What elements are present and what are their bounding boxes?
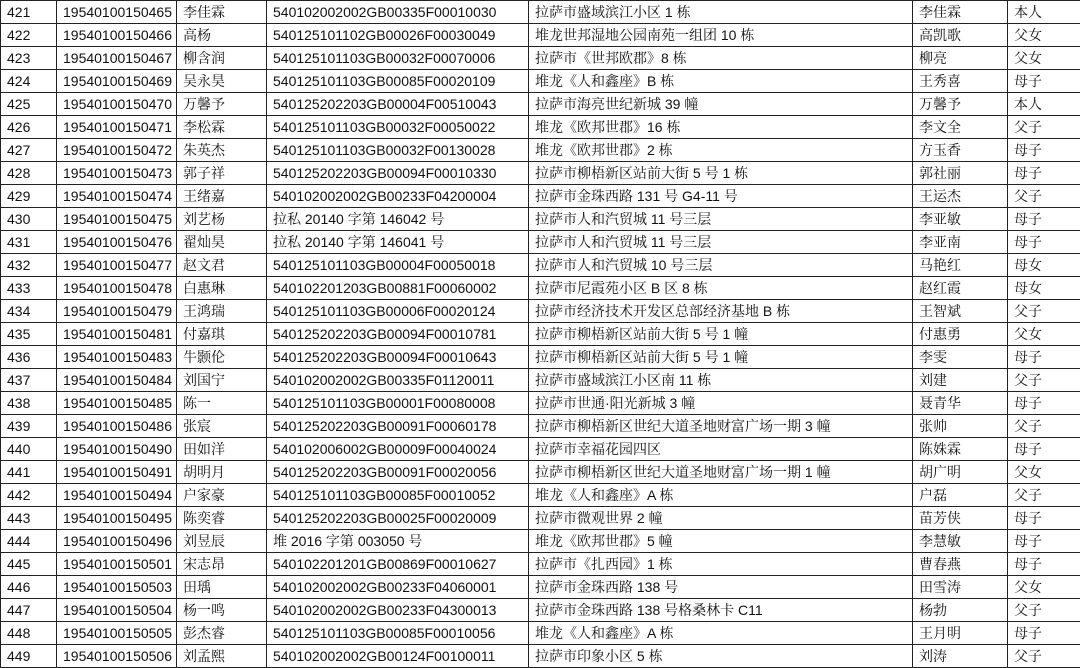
address-cell: 堆龙《人和鑫座》B 栋 (529, 70, 913, 93)
property-certificate-cell: 540125101102GB00026F00030049 (267, 24, 529, 47)
person-name-cell: 赵文君 (177, 254, 267, 277)
person-name-cell: 李佳霖 (177, 1, 267, 24)
person-name-cell: 陈一 (177, 392, 267, 415)
row-number-cell: 449 (1, 645, 57, 668)
registration-id-cell: 19540100150484 (57, 369, 177, 392)
address-cell: 拉萨市《扎西园》1 栋 (529, 553, 913, 576)
table-row (1, 392, 1080, 415)
guardian-name-cell: 马艳红 (913, 254, 1008, 277)
person-name-cell: 田瑀 (177, 576, 267, 599)
property-certificate-cell: 拉私 20140 字第 146041 号 (267, 231, 529, 254)
registration-id-cell: 19540100150495 (57, 507, 177, 530)
registration-id-cell: 19540100150504 (57, 599, 177, 622)
registration-id-cell: 19540100150494 (57, 484, 177, 507)
table-row (1, 323, 1080, 346)
relation-cell: 母子 (1008, 530, 1080, 553)
guardian-name-cell: 苗芳侠 (913, 507, 1008, 530)
address-cell: 拉萨市印象小区 5 栋 (529, 645, 913, 668)
relation-cell: 父子 (1008, 185, 1080, 208)
table-row (1, 116, 1080, 139)
row-number-cell: 432 (1, 254, 57, 277)
registration-id-cell: 19540100150469 (57, 70, 177, 93)
relation-cell: 母子 (1008, 507, 1080, 530)
registration-id-cell: 19540100150506 (57, 645, 177, 668)
registration-id-cell: 19540100150471 (57, 116, 177, 139)
address-cell: 拉萨市微观世界 2 幢 (529, 507, 913, 530)
row-number-cell: 422 (1, 24, 57, 47)
guardian-name-cell: 王运杰 (913, 185, 1008, 208)
person-name-cell: 胡明月 (177, 461, 267, 484)
property-certificate-cell: 540102002002GB00233F04200004 (267, 185, 529, 208)
person-name-cell: 高杨 (177, 24, 267, 47)
row-number-cell: 425 (1, 93, 57, 116)
address-cell: 堆龙《人和鑫座》A 栋 (529, 484, 913, 507)
relation-cell: 父子 (1008, 116, 1080, 139)
row-number-cell: 441 (1, 461, 57, 484)
row-number-cell: 444 (1, 530, 57, 553)
guardian-name-cell: 王月明 (913, 622, 1008, 645)
person-name-cell: 付嘉琪 (177, 323, 267, 346)
registration-id-cell: 19540100150479 (57, 300, 177, 323)
guardian-name-cell: 杨勃 (913, 599, 1008, 622)
person-name-cell: 彭杰睿 (177, 622, 267, 645)
guardian-name-cell: 田雪涛 (913, 576, 1008, 599)
registration-id-cell: 19540100150491 (57, 461, 177, 484)
row-number-cell: 448 (1, 622, 57, 645)
guardian-name-cell: 胡广明 (913, 461, 1008, 484)
registration-id-cell: 19540100150483 (57, 346, 177, 369)
guardian-name-cell: 刘建 (913, 369, 1008, 392)
person-name-cell: 杨一鸣 (177, 599, 267, 622)
property-certificate-cell: 540125202203GB00094F00010781 (267, 323, 529, 346)
table-row (1, 599, 1080, 622)
guardian-name-cell: 李佳霖 (913, 1, 1008, 24)
address-cell: 拉萨市金珠西路 138 号格桑林卡 C11 (529, 599, 913, 622)
row-number-cell: 443 (1, 507, 57, 530)
address-cell: 拉萨市金珠西路 138 号 (529, 576, 913, 599)
row-number-cell: 434 (1, 300, 57, 323)
registration-id-cell: 19540100150467 (57, 47, 177, 70)
table-row (1, 553, 1080, 576)
address-cell: 拉萨市盛域滨江小区 1 栋 (529, 1, 913, 24)
address-cell: 堆龙《欧邦世郡》2 栋 (529, 139, 913, 162)
row-number-cell: 446 (1, 576, 57, 599)
relation-cell: 父子 (1008, 415, 1080, 438)
relation-cell: 父子 (1008, 484, 1080, 507)
address-cell: 拉萨市幸福花园四区 (529, 438, 913, 461)
property-certificate-cell: 540125101103GB00085F00020109 (267, 70, 529, 93)
guardian-name-cell: 高凯歌 (913, 24, 1008, 47)
table-row (1, 530, 1080, 553)
property-certificate-cell: 540125101103GB00001F00080008 (267, 392, 529, 415)
address-cell: 拉萨市柳梧新区站前大街 5 号 1 幢 (529, 323, 913, 346)
registration-id-cell: 19540100150486 (57, 415, 177, 438)
relation-cell: 母子 (1008, 346, 1080, 369)
relation-cell: 父子 (1008, 300, 1080, 323)
relation-cell: 母子 (1008, 208, 1080, 231)
row-number-cell: 435 (1, 323, 57, 346)
property-certificate-cell: 540125101103GB00032F00130028 (267, 139, 529, 162)
property-certificate-cell: 540102006002GB00009F00040024 (267, 438, 529, 461)
property-certificate-cell: 540125101103GB00085F00010056 (267, 622, 529, 645)
property-certificate-cell: 540102002002GB00335F01120011 (267, 369, 529, 392)
relation-cell: 本人 (1008, 1, 1080, 24)
table-row (1, 645, 1080, 668)
property-certificate-cell: 540125202203GB00004F00510043 (267, 93, 529, 116)
guardian-name-cell: 张帅 (913, 415, 1008, 438)
row-number-cell: 429 (1, 185, 57, 208)
table-row (1, 277, 1080, 300)
address-cell: 拉萨市海亮世纪新城 39 幢 (529, 93, 913, 116)
registration-id-cell: 19540100150473 (57, 162, 177, 185)
person-name-cell: 王鸿瑞 (177, 300, 267, 323)
registration-id-cell: 19540100150475 (57, 208, 177, 231)
table-row (1, 185, 1080, 208)
relation-cell: 母子 (1008, 553, 1080, 576)
table-row (1, 24, 1080, 47)
guardian-name-cell: 方玉香 (913, 139, 1008, 162)
person-name-cell: 万馨予 (177, 93, 267, 116)
property-certificate-cell: 拉私 20140 字第 146042 号 (267, 208, 529, 231)
property-certificate-cell: 540125202203GB00094F00010330 (267, 162, 529, 185)
row-number-cell: 427 (1, 139, 57, 162)
person-name-cell: 张宸 (177, 415, 267, 438)
registration-id-cell: 19540100150466 (57, 24, 177, 47)
table-row (1, 254, 1080, 277)
person-name-cell: 刘国宁 (177, 369, 267, 392)
property-certificate-cell: 540102002002GB00335F00010030 (267, 1, 529, 24)
address-cell: 拉萨市柳梧新区世纪大道圣地财富广场一期 3 幢 (529, 415, 913, 438)
guardian-name-cell: 郭社丽 (913, 162, 1008, 185)
relation-cell: 父女 (1008, 47, 1080, 70)
guardian-name-cell: 聂青华 (913, 392, 1008, 415)
table-row (1, 461, 1080, 484)
guardian-name-cell: 王秀喜 (913, 70, 1008, 93)
address-cell: 拉萨市柳梧新区世纪大道圣地财富广场一期 1 幢 (529, 461, 913, 484)
address-cell: 拉萨市柳梧新区站前大街 5 号 1 幢 (529, 346, 913, 369)
table-row (1, 1, 1080, 24)
person-name-cell: 李松霖 (177, 116, 267, 139)
registration-id-cell: 19540100150481 (57, 323, 177, 346)
registration-id-cell: 19540100150501 (57, 553, 177, 576)
address-cell: 堆龙《欧邦世郡》5 幢 (529, 530, 913, 553)
guardian-name-cell: 陈姝霖 (913, 438, 1008, 461)
registration-id-cell: 19540100150478 (57, 277, 177, 300)
guardian-name-cell: 赵红霞 (913, 277, 1008, 300)
table-row (1, 369, 1080, 392)
address-cell: 堆龙《人和鑫座》A 栋 (529, 622, 913, 645)
guardian-name-cell: 李亚敏 (913, 208, 1008, 231)
person-name-cell: 白惠琳 (177, 277, 267, 300)
guardian-name-cell: 付惠勇 (913, 323, 1008, 346)
relation-cell: 母子 (1008, 438, 1080, 461)
property-certificate-cell: 540102201201GB00869F00010627 (267, 553, 529, 576)
property-certificate-cell: 540125202203GB00094F00010643 (267, 346, 529, 369)
relation-cell: 母子 (1008, 231, 1080, 254)
guardian-name-cell: 柳亮 (913, 47, 1008, 70)
registration-id-cell: 19540100150477 (57, 254, 177, 277)
property-certificate-cell: 540125101103GB00085F00010052 (267, 484, 529, 507)
address-cell: 拉萨市盛域滨江小区南 11 栋 (529, 369, 913, 392)
address-cell: 拉萨市尼霞苑小区 B 区 8 栋 (529, 277, 913, 300)
property-certificate-cell: 540125101103GB00006F00020124 (267, 300, 529, 323)
table-row (1, 93, 1080, 116)
table-row (1, 438, 1080, 461)
registration-id-cell: 19540100150505 (57, 622, 177, 645)
property-certificate-cell: 堆 2016 字第 003050 号 (267, 530, 529, 553)
registration-id-cell: 19540100150474 (57, 185, 177, 208)
person-name-cell: 宋志昂 (177, 553, 267, 576)
row-number-cell: 433 (1, 277, 57, 300)
table-row (1, 484, 1080, 507)
row-number-cell: 424 (1, 70, 57, 93)
address-cell: 堆龙世邦湿地公园南苑一组团 10 栋 (529, 24, 913, 47)
person-name-cell: 吴永昊 (177, 70, 267, 93)
table-row (1, 576, 1080, 599)
property-certificate-cell: 540125101103GB00032F00050022 (267, 116, 529, 139)
registration-id-cell: 19540100150496 (57, 530, 177, 553)
relation-cell: 父女 (1008, 576, 1080, 599)
relation-cell: 父女 (1008, 323, 1080, 346)
relation-cell: 母子 (1008, 622, 1080, 645)
row-number-cell: 439 (1, 415, 57, 438)
property-certificate-cell: 540125101103GB00004F00050018 (267, 254, 529, 277)
person-name-cell: 王绪嘉 (177, 185, 267, 208)
address-cell: 拉萨市人和汽贸城 11 号三层 (529, 231, 913, 254)
registration-id-cell: 19540100150503 (57, 576, 177, 599)
person-name-cell: 刘孟熙 (177, 645, 267, 668)
registration-id-cell: 19540100150476 (57, 231, 177, 254)
property-certificate-cell: 540125202203GB00091F00060178 (267, 415, 529, 438)
row-number-cell: 426 (1, 116, 57, 139)
registration-id-cell: 19540100150472 (57, 139, 177, 162)
roster-table-body (1, 1, 1080, 668)
row-number-cell: 436 (1, 346, 57, 369)
relation-cell: 父子 (1008, 599, 1080, 622)
property-certificate-cell: 540125101103GB00032F00070006 (267, 47, 529, 70)
row-number-cell: 440 (1, 438, 57, 461)
person-name-cell: 郭子祥 (177, 162, 267, 185)
guardian-name-cell: 王智斌 (913, 300, 1008, 323)
address-cell: 堆龙《欧邦世郡》16 栋 (529, 116, 913, 139)
table-row (1, 162, 1080, 185)
address-cell: 拉萨市人和汽贸城 11 号三层 (529, 208, 913, 231)
relation-cell: 母子 (1008, 139, 1080, 162)
property-certificate-cell: 540102002002GB00124F00100011 (267, 645, 529, 668)
person-name-cell: 刘艺杨 (177, 208, 267, 231)
guardian-name-cell: 户磊 (913, 484, 1008, 507)
property-certificate-cell: 540125202203GB00091F00020056 (267, 461, 529, 484)
guardian-name-cell: 曹春燕 (913, 553, 1008, 576)
table-row (1, 507, 1080, 530)
registration-id-cell: 19540100150465 (57, 1, 177, 24)
row-number-cell: 423 (1, 47, 57, 70)
person-name-cell: 田如洋 (177, 438, 267, 461)
table-row (1, 622, 1080, 645)
relation-cell: 母子 (1008, 392, 1080, 415)
table-row (1, 346, 1080, 369)
table-row (1, 231, 1080, 254)
row-number-cell: 438 (1, 392, 57, 415)
address-cell: 拉萨市《世邦欧郡》8 栋 (529, 47, 913, 70)
registration-id-cell: 19540100150485 (57, 392, 177, 415)
property-certificate-cell: 540102002002GB00233F04300013 (267, 599, 529, 622)
relation-cell: 本人 (1008, 93, 1080, 116)
person-name-cell: 户家豪 (177, 484, 267, 507)
relation-cell: 父子 (1008, 645, 1080, 668)
person-name-cell: 牛颢伦 (177, 346, 267, 369)
person-name-cell: 朱英杰 (177, 139, 267, 162)
row-number-cell: 431 (1, 231, 57, 254)
relation-cell: 母子 (1008, 70, 1080, 93)
person-name-cell: 刘昱辰 (177, 530, 267, 553)
row-number-cell: 445 (1, 553, 57, 576)
relation-cell: 父子 (1008, 369, 1080, 392)
row-number-cell: 442 (1, 484, 57, 507)
relation-cell: 父女 (1008, 24, 1080, 47)
person-name-cell: 柳含润 (177, 47, 267, 70)
registration-id-cell: 19540100150470 (57, 93, 177, 116)
property-certificate-cell: 540102002002GB00233F04060001 (267, 576, 529, 599)
relation-cell: 母女 (1008, 254, 1080, 277)
table-row (1, 208, 1080, 231)
address-cell: 拉萨市经济技术开发区总部经济基地 B 栋 (529, 300, 913, 323)
relation-cell: 母女 (1008, 277, 1080, 300)
property-certificate-cell: 540125202203GB00025F00020009 (267, 507, 529, 530)
address-cell: 拉萨市世通·阳光新城 3 幢 (529, 392, 913, 415)
address-cell: 拉萨市金珠西路 131 号 G4-11 号 (529, 185, 913, 208)
row-number-cell: 447 (1, 599, 57, 622)
row-number-cell: 430 (1, 208, 57, 231)
guardian-name-cell: 万馨予 (913, 93, 1008, 116)
guardian-name-cell: 李雯 (913, 346, 1008, 369)
relation-cell: 母子 (1008, 162, 1080, 185)
guardian-name-cell: 刘涛 (913, 645, 1008, 668)
table-row (1, 139, 1080, 162)
person-name-cell: 陈奕睿 (177, 507, 267, 530)
row-number-cell: 428 (1, 162, 57, 185)
person-name-cell: 翟灿昊 (177, 231, 267, 254)
guardian-name-cell: 李慧敏 (913, 530, 1008, 553)
table-row (1, 300, 1080, 323)
table-row (1, 70, 1080, 93)
guardian-name-cell: 李亚南 (913, 231, 1008, 254)
property-certificate-cell: 540102201203GB00881F00060002 (267, 277, 529, 300)
address-cell: 拉萨市人和汽贸城 10 号三层 (529, 254, 913, 277)
row-number-cell: 437 (1, 369, 57, 392)
address-cell: 拉萨市柳梧新区站前大街 5 号 1 栋 (529, 162, 913, 185)
guardian-name-cell: 李文全 (913, 116, 1008, 139)
table-row (1, 47, 1080, 70)
row-number-cell: 421 (1, 1, 57, 24)
table-row (1, 415, 1080, 438)
registration-id-cell: 19540100150490 (57, 438, 177, 461)
relation-cell: 父女 (1008, 461, 1080, 484)
